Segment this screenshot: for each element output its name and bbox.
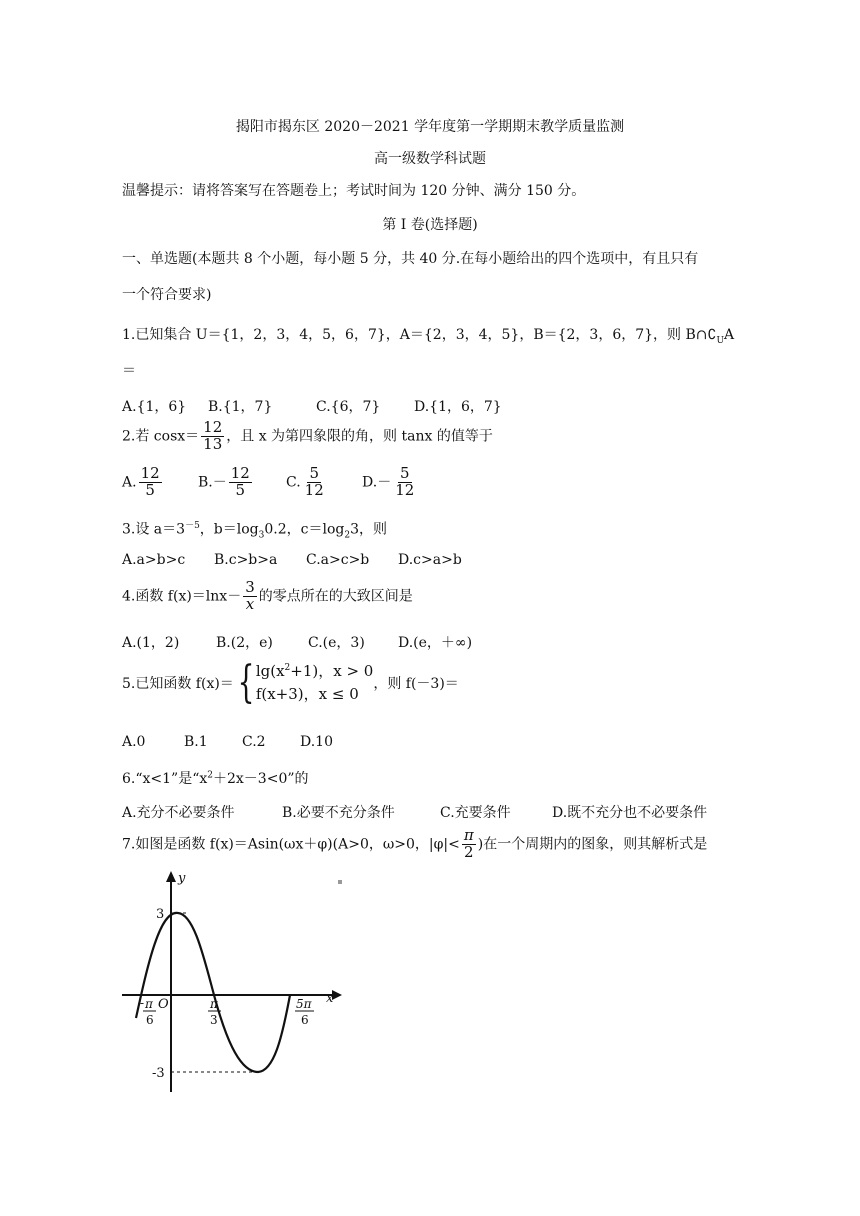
q1-option-d: D.{1，6，7} — [414, 399, 502, 415]
sine-graph — [118, 868, 348, 1100]
q3-stem-a: 3.设 a＝3 — [122, 521, 186, 538]
q2-option-c-label: C. — [286, 474, 301, 491]
x-axis-arrow — [332, 990, 342, 1000]
q2-stem-pre: 2.若 cosx＝ — [122, 428, 200, 445]
q5-case1-exp: 2 — [284, 663, 291, 673]
q4-stem-post: 的零点所在的大致区间是 — [258, 588, 413, 605]
question-3-stem — [122, 518, 387, 540]
question-6-stem — [122, 768, 309, 788]
q2-option-a-num: 12 — [140, 464, 160, 482]
tick-right-num: 5π — [296, 997, 312, 1011]
q5-option-d: D.10 — [300, 734, 333, 750]
q1-option-a: A.{1，6} — [122, 399, 187, 415]
q2-option-d-den: 12 — [395, 480, 415, 499]
q2-option-d — [362, 466, 418, 499]
q4-option-b: B.(2，e) — [216, 635, 273, 651]
q7-frac-num: π — [463, 826, 474, 844]
y-axis-arrow — [166, 871, 176, 882]
q2-option-d-label: D. — [362, 474, 378, 491]
tick-left-den: 6 — [146, 1013, 154, 1027]
q6-stem-exp: 2 — [207, 770, 213, 781]
q3-option-b: B.c>b>a — [214, 552, 278, 568]
q2-option-d-fraction — [393, 466, 416, 499]
q4-stem-pre: 4.函数 f(x)＝lnx－ — [122, 588, 242, 605]
q2-option-b — [198, 466, 254, 499]
q2-frac-num: 12 — [203, 418, 223, 436]
q2-stem-post: ，且 x 为第四象限的角，则 tanx 的值等于 — [226, 428, 493, 445]
y-axis-label: y — [178, 871, 186, 886]
q4-option-a: A.(1，2) — [122, 635, 180, 651]
q4-frac-num: 3 — [245, 578, 255, 596]
q3-option-c: C.a>c>b — [306, 552, 370, 568]
tick-right-den: 6 — [301, 1013, 309, 1027]
question-1-stem — [122, 324, 734, 346]
q2-option-a-label: A. — [122, 474, 137, 491]
q2-option-a-fraction — [139, 466, 162, 499]
question-4-stem — [122, 580, 413, 613]
q1-stem-main: 1.已知集合 U＝{1，2，3，4，5，6，7}，A＝{2，3，4，5}，B＝{2，3，6，7}，则 B∩∁ — [122, 327, 717, 343]
section-title: 第 I 卷(选择题) — [382, 217, 478, 233]
q2-option-b-sign: － — [212, 474, 227, 491]
q2-cos-fraction — [201, 420, 224, 453]
q2-option-b-num: 12 — [230, 464, 250, 482]
q2-option-b-label: B. — [198, 474, 213, 491]
q4-option-d: D.(e，＋∞) — [398, 635, 473, 651]
q1-stem-sub: U — [716, 335, 725, 346]
q2-option-d-sign: － — [377, 474, 392, 491]
q2-option-c-num: 5 — [309, 464, 319, 482]
q1-stem-tail: A — [724, 327, 735, 343]
y-min-label: -3 — [152, 1066, 165, 1081]
q2-option-a-den: 5 — [145, 480, 155, 499]
q2-frac-den: 13 — [203, 434, 223, 453]
q3-stem-c: 0.2，c＝log — [264, 521, 345, 538]
q2-option-b-fraction — [229, 466, 252, 499]
q3-stem-exp: －5 — [185, 521, 200, 531]
q2-option-c — [286, 466, 328, 499]
question-2-stem — [122, 420, 493, 453]
sine-curve — [136, 913, 290, 1072]
q5-stem-pre: 5.已知函数 f(x)＝ — [122, 676, 234, 693]
exam-tip: 温馨提示：请将答案写在答题卷上；考试时间为 120 分钟、满分 150 分。 — [122, 183, 586, 199]
q5-stem-post: ，则 f(－3)＝ — [373, 676, 459, 693]
q7-stem-post: )在一个周期内的图象，则其解析式是 — [477, 836, 708, 853]
exam-title: 揭阳市揭东区 2020－2021 学年度第一学期期末教学质量监测 — [235, 119, 625, 135]
q3-stem-b: ，b＝log — [199, 521, 259, 538]
question-7-stem — [122, 828, 707, 861]
q1-option-b: B.{1，7} — [208, 399, 273, 415]
q6-option-c: C.充要条件 — [440, 805, 511, 821]
q3-option-a: A.a>b>c — [122, 552, 186, 568]
q4-frac-den: x — [245, 594, 255, 613]
q5-option-a: A.0 — [122, 734, 146, 750]
tick-mid-den: 3 — [210, 1013, 218, 1027]
tick-left-num: π — [145, 997, 153, 1011]
q4-option-c: C.(e，3) — [308, 635, 365, 651]
question-1-stem-line2: ＝ — [122, 363, 136, 379]
x-axis-label: x — [326, 991, 334, 1006]
q2-option-c-den: 12 — [304, 480, 324, 499]
q1-option-c: C.{6，7} — [316, 399, 381, 415]
q2-option-c-fraction — [303, 466, 326, 499]
q6-stem-b: ＋2x－3<0”的 — [213, 771, 309, 787]
q3-stem-d: 3，则 — [350, 521, 388, 538]
q2-option-d-num: 5 — [399, 464, 410, 482]
q6-option-b: B.必要不充分条件 — [282, 805, 395, 821]
instruction-line-2: 一个符合要求) — [122, 287, 212, 303]
q7-stem-pre: 7.如图是函数 f(x)＝Asin(ωx＋φ)(A>0，ω>0，|φ|< — [122, 836, 460, 853]
q7-fraction — [462, 828, 476, 861]
q5-piecewise — [256, 660, 374, 707]
instruction-line-1: 一、单选题(本题共 8 个小题，每小题 5 分，共 40 分.在每小题给出的四个选项中，有且只有 — [122, 251, 699, 267]
q6-stem-a: 6.“x<1”是“x — [122, 771, 208, 787]
origin-label: O — [158, 997, 169, 1012]
q6-option-a: A.充分不必要条件 — [122, 805, 235, 821]
q3-option-d: D.c>a>b — [398, 552, 462, 568]
q3-stem-sub2: 2 — [344, 530, 351, 541]
q6-option-d: D.既不充分也不必要条件 — [552, 805, 708, 821]
tick-left-minus: - — [140, 996, 145, 1010]
q5-case-2: f(x+3)，x ≤ 0 — [255, 685, 359, 704]
tick-mid-num: π — [210, 997, 218, 1011]
q2-option-a — [122, 466, 164, 499]
q5-brace: { — [237, 657, 255, 709]
q5-case-1 — [256, 660, 374, 683]
q2-option-b-den: 5 — [235, 480, 246, 499]
q5-case1-a: lg(x — [255, 662, 285, 680]
exam-subtitle: 高一级数学科试题 — [374, 151, 486, 167]
q5-case1-b: +1)，x > 0 — [290, 662, 374, 680]
q5-option-c: C.2 — [242, 734, 266, 750]
question-5-stem — [122, 657, 459, 709]
q3-stem-sub1: 3 — [258, 530, 265, 541]
y-max-label: 3 — [156, 907, 165, 922]
q4-fraction — [243, 580, 257, 613]
q5-option-b: B.1 — [184, 734, 208, 750]
q7-frac-den: 2 — [464, 842, 474, 861]
